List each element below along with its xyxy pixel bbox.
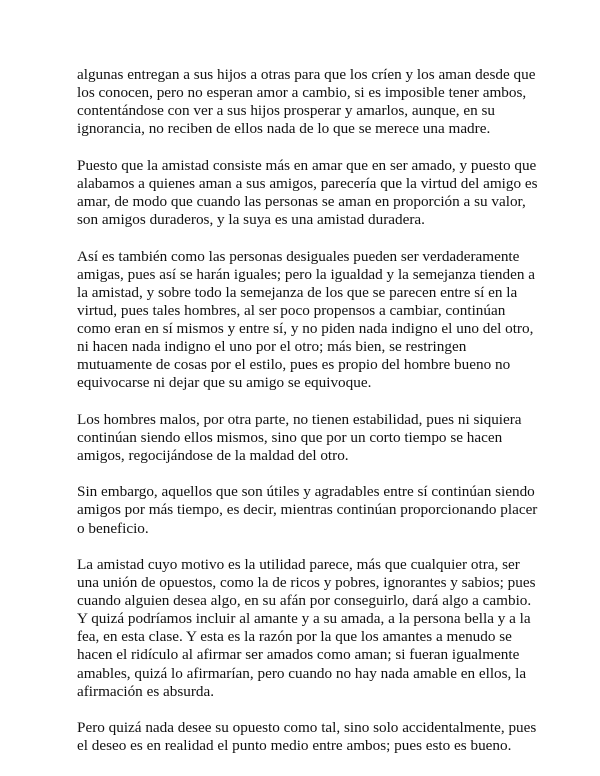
text-line: continúan siendo ellos mismos, sino que por un corto tiempo se hacen: [77, 428, 503, 446]
text-line: ignorancia, no reciben de ellos nada de lo que se merece una madre.: [77, 120, 491, 138]
text-line: alabamos a quienes aman a sus amigos, parecería que la virtud del amigo es: [77, 174, 538, 192]
paragraph: [77, 556, 537, 701]
text-line: amigos, regocijándose de la maldad del otro.: [77, 446, 349, 464]
text-line: algunas entregan a sus hijos a otras para que los críen y los aman desde que: [77, 66, 536, 83]
text-line: virtud, pues tales hombres, al ser poco propensos a cambiar, continúan: [77, 301, 506, 319]
text-line: como eran en sí mismos y entre sí, y no piden nada indigno el uno del otro,: [77, 319, 534, 337]
text-line: amables, quizá lo afirmarían, pero cuando no hay nada amable en ellos, la: [77, 664, 527, 682]
body-text: [77, 66, 537, 774]
text-line: Los hombres malos, por otra parte, no tienen estabilidad, pues ni siquiera: [77, 410, 522, 428]
text-line: Pero quizá nada desee su opuesto como tal, sino solo accidentalmente, pues: [77, 719, 537, 737]
paragraph: [77, 411, 537, 465]
text-line: Sin embargo, aquellos que son útiles y agradables entre sí continúan siendo: [77, 483, 535, 501]
text-line: La amistad cuyo motivo es la utilidad parece, más que cualquier otra, ser: [77, 556, 520, 574]
text-line: contentándose con ver a sus hijos prosperar y amarlos, aunque, en su: [77, 102, 495, 120]
text-line: son amigos duraderos, y la suya es una amistad duradera.: [77, 211, 425, 229]
paragraph: [77, 248, 537, 393]
text-line: Puesto que la amistad consiste más en amar que en ser amado, y puesto que: [77, 156, 537, 174]
text-line: afirmación es absurda.: [77, 682, 215, 700]
paragraph: [77, 157, 537, 229]
paragraph: [77, 483, 537, 537]
text-line: fea, en esta clase. Y esta es la razón por la que los amantes a menudo se: [77, 628, 512, 646]
text-line: amigas, pues así se harán iguales; pero la igualdad y la semejanza tienden a: [77, 265, 535, 283]
text-line: el deseo es en realidad el punto medio entre ambos; pues esto es bueno.: [77, 737, 512, 755]
text-line: cuando alguien desea algo, en su afán por conseguirlo, dará algo a cambio.: [77, 592, 532, 610]
text-line: mutuamente de cosas por el estilo, pues es propio del hombre bueno no: [77, 356, 511, 374]
text-line: equivocarse ni dejar que su amigo se equivoque.: [77, 374, 372, 392]
text-line: amigos por más tiempo, es decir, mientras continúan proporcionando placer: [77, 501, 538, 519]
paragraph: [77, 719, 537, 755]
text-line: una unión de opuestos, como la de ricos y pobres, ignorantes y sabios; pues: [77, 574, 536, 592]
text-line: hacen el ridículo al afirmar ser amados como aman; si fueran igualmente: [77, 646, 520, 664]
text-line: amar, de modo que cuando las personas se aman en proporción a su valor,: [77, 192, 526, 210]
text-line: ni hacen nada indigno el uno por el otro; más bien, se restringen: [77, 338, 467, 355]
text-line: Así es también como las personas desiguales pueden ser verdaderamente: [77, 247, 520, 265]
text-line: los conocen, pero no esperan amor a cambio, si es imposible tener ambos,: [77, 84, 527, 102]
text-line: la amistad, y sobre todo la semejanza de los que se parecen entre sí en la: [77, 283, 518, 301]
paragraph: [77, 66, 537, 138]
text-line: o beneficio.: [77, 519, 149, 537]
text-line: Y quizá podríamos incluir al amante y a su amada, a la persona bella y a la: [77, 610, 531, 628]
